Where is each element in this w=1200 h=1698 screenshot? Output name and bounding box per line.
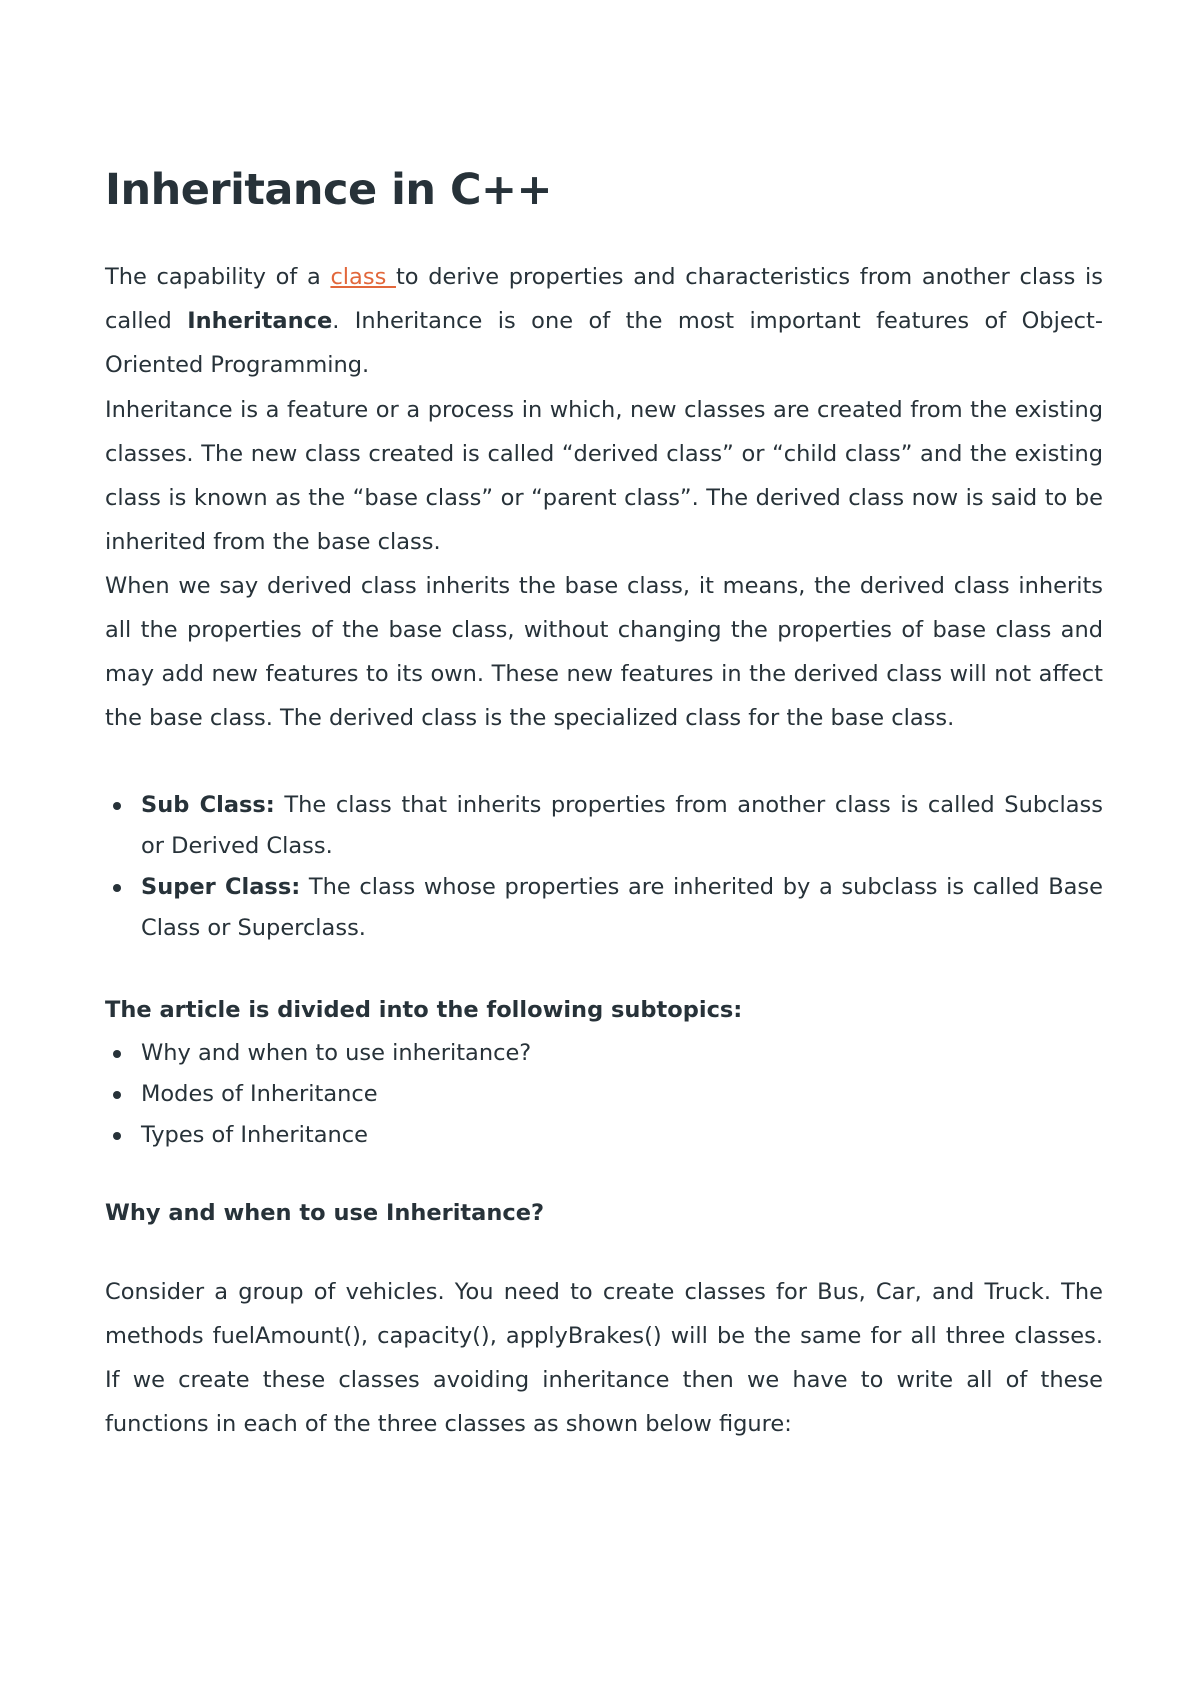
- intro-text-middle: to derive properties and characteristics from another class is called: [105, 264, 1103, 334]
- subtopics-heading: The article is divided into the following subtopics:: [105, 997, 743, 1023]
- why-heading: Why and when to use Inheritance?: [105, 1200, 545, 1226]
- list-item: [105, 785, 1103, 867]
- feature-paragraph: Inheritance is a feature or a process in which, new classes are created from the existing classes. The new class created is called “derived class” or “child class” and the existing class is known as the “base class” or “parent class”. The derived class now is said to be inherited from the base class.: [105, 397, 1103, 555]
- list-item: Modes of Inheritance: [105, 1074, 1103, 1115]
- intro-text-start: The capability of a: [105, 264, 331, 290]
- list-item: Types of Inheritance: [105, 1115, 1103, 1156]
- definition-list: [105, 785, 1103, 949]
- derived-class-paragraph: When we say derived class inherits the base class, it means, the derived class inherits all the properties of the base class, without changing the properties of base class and may add new features to its own. These new features in the derived class will not affect the base class. The derived class is the specialized class for the base class.: [105, 573, 1103, 731]
- intro-text-end: . Inheritance is one of the most important features of Object-Oriented Programming.: [105, 308, 1103, 378]
- list-item: Why and when to use inheritance?: [105, 1033, 1103, 1074]
- subtopics-list: [105, 1033, 1103, 1156]
- definition-term: Sub Class:: [141, 792, 275, 818]
- intro-paragraph: [105, 255, 1103, 387]
- definition-text: The class that inherits properties from another class is called Subclass or Derived Class.: [141, 792, 1103, 859]
- list-item: [105, 867, 1103, 949]
- vehicles-paragraph: Consider a group of vehicles. You need to create classes for Bus, Car, and Truck. The methods fuelAmount(), capacity(), applyBrakes() will be the same for all three classes. If we create these classes avoiding inheritance then we have to write all of these functions in each of the three classes as shown below figure:: [105, 1279, 1103, 1437]
- definition-text: The class whose properties are inherited by a subclass is called Base Class or Superclass.: [141, 874, 1104, 941]
- inheritance-term: Inheritance: [187, 308, 333, 334]
- class-link[interactable]: class: [330, 264, 396, 290]
- definition-term: Super Class:: [141, 874, 301, 900]
- page-title: Inheritance in C++: [105, 165, 553, 215]
